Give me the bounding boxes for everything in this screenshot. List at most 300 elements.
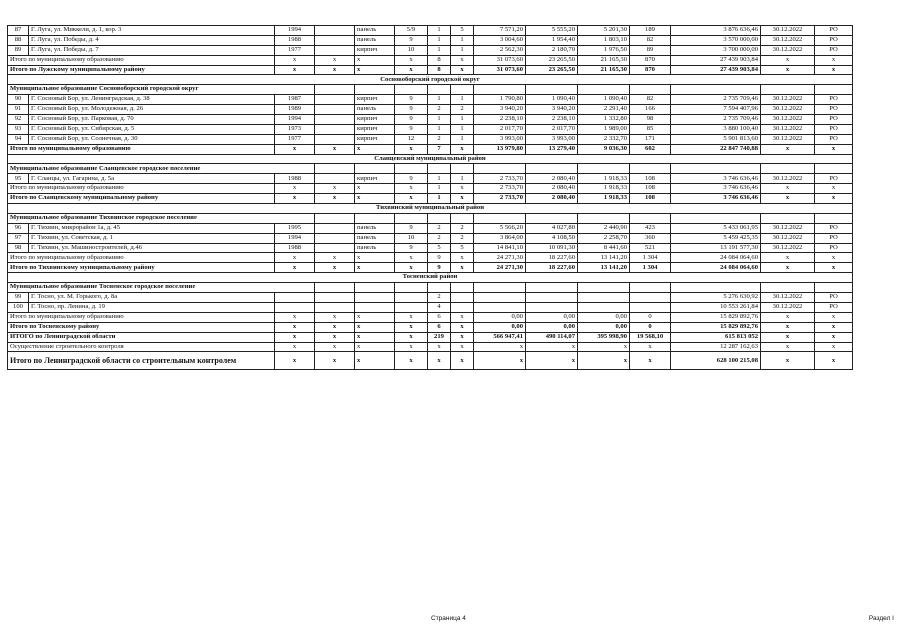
municipality-row [8, 213, 853, 223]
table-cell: х [275, 352, 315, 370]
table-cell: 2 017,70 [474, 124, 526, 134]
table-cell: х [315, 144, 355, 154]
table-cell: х [355, 253, 395, 263]
table-cell: 2 238,10 [526, 115, 578, 125]
table-cell: 30.12.2022 [761, 293, 815, 303]
table-cell [474, 293, 526, 303]
table-cell: х [815, 332, 853, 342]
table-cell: х [815, 194, 853, 204]
subtotal-row [8, 253, 853, 263]
table-cell: 30.12.2022 [761, 223, 815, 233]
table-cell: 1 [428, 174, 451, 184]
empty-cell [355, 85, 395, 95]
table-cell: 2 080,40 [526, 184, 578, 194]
table-cell: х [355, 144, 395, 154]
table-cell: х [474, 352, 526, 370]
empty-cell [428, 283, 451, 293]
table-cell: х [761, 342, 815, 352]
table-cell: 2 [428, 293, 451, 303]
table-cell: 490 114,07 [526, 332, 578, 342]
table-cell: Г. Сосновый Бор, ул. Сибирская, д. 5 [29, 124, 275, 134]
table-cell: 89 [8, 45, 29, 55]
table-cell: 0 [630, 322, 671, 332]
table-cell: 3 004,60 [474, 35, 526, 45]
table-cell: РО [815, 174, 853, 184]
table-cell: 82 [630, 95, 671, 105]
table-cell: х [451, 312, 474, 322]
table-cell: 24 271,30 [474, 253, 526, 263]
table-cell: х [451, 144, 474, 154]
table-cell: РО [815, 134, 853, 144]
table-cell [315, 105, 355, 115]
table-cell [315, 293, 355, 303]
empty-cell [451, 213, 474, 223]
table-cell: 23 265,50 [526, 65, 578, 75]
empty-cell [315, 85, 355, 95]
page-number: Страница 4 [431, 615, 466, 622]
empty-cell [355, 164, 395, 174]
table-cell: 2 238,10 [474, 115, 526, 125]
table-cell [355, 293, 395, 303]
table-cell: панель [355, 35, 395, 45]
table-cell: Г. Луга, ул. Победы, д. 7 [29, 45, 275, 55]
table-cell: 521 [630, 243, 671, 253]
empty-cell [451, 85, 474, 95]
table-cell: х [815, 352, 853, 370]
table-cell: РО [815, 95, 853, 105]
table-cell: 1 [428, 26, 451, 36]
empty-cell [630, 283, 671, 293]
table-cell: 5 433 061,95 [671, 223, 761, 233]
table-row [8, 302, 853, 312]
table-cell [630, 302, 671, 312]
table-cell: 15 829 892,76 [671, 312, 761, 322]
table-cell [315, 45, 355, 55]
section-heading-row [8, 75, 853, 85]
table-cell: х [815, 322, 853, 332]
table-cell: 82 [630, 35, 671, 45]
table-cell: 870 [630, 55, 671, 65]
table-cell: 100 [8, 302, 29, 312]
table-cell [315, 243, 355, 253]
municipality-name: Муниципальное образование Тихвинское городское поселение [8, 213, 275, 223]
table-cell: 1 [451, 45, 474, 55]
table-cell: х [355, 65, 395, 75]
subtotal-label: Итого по Сланцевскому муниципальному району [8, 194, 275, 204]
table-cell: Г. Сосновый Бор, ул. Парковая, д. 70 [29, 115, 275, 125]
table-cell: 14 841,10 [474, 243, 526, 253]
table-cell: кирпич [355, 115, 395, 125]
table-cell: Г. Сланцы, ул. Гагарина, д. 5а [29, 174, 275, 184]
table-cell: 171 [630, 134, 671, 144]
table-cell: 1994 [275, 233, 315, 243]
table-cell: 108 [630, 174, 671, 184]
table-cell: 1 090,40 [578, 95, 630, 105]
table-cell: х [355, 263, 395, 273]
table-cell: кирпич [355, 45, 395, 55]
section-label: Раздел I [868, 615, 894, 622]
table-cell: 5 566,20 [474, 223, 526, 233]
table-cell: 90 [8, 95, 29, 105]
table-cell: 30.12.2022 [761, 35, 815, 45]
subtotal-label: Итого по Лужскому муниципальному району [8, 65, 275, 75]
empty-cell [395, 164, 428, 174]
table-cell: х [761, 352, 815, 370]
table-row [8, 35, 853, 45]
table-cell: 1 090,40 [526, 95, 578, 105]
subtotal-label: Итого по муниципальному образованию [8, 184, 275, 194]
empty-cell [355, 283, 395, 293]
table-cell: 2 [451, 233, 474, 243]
table-cell: 1 [428, 45, 451, 55]
table-cell: х [815, 253, 853, 263]
table-cell: РО [815, 243, 853, 253]
empty-cell [526, 283, 578, 293]
empty-cell [275, 85, 315, 95]
subtotal-label: Итого по муниципальному образованию [8, 253, 275, 263]
table-cell: 1 332,80 [578, 115, 630, 125]
table-cell [630, 293, 671, 303]
table-body [8, 26, 853, 370]
table-cell: 423 [630, 223, 671, 233]
table-cell: 3 876 636,46 [671, 26, 761, 36]
table-cell: х [451, 342, 474, 352]
table-cell: 27 439 903,84 [671, 55, 761, 65]
table-cell: х [355, 342, 395, 352]
empty-cell [474, 164, 526, 174]
subtotal-row [8, 65, 853, 75]
table-cell: 2 735 709,46 [671, 115, 761, 125]
table-cell: 5 [451, 26, 474, 36]
table-cell: 9 [395, 95, 428, 105]
table-cell: 1 976,50 [578, 45, 630, 55]
table-cell: х [395, 55, 428, 65]
table-cell: кирпич [355, 174, 395, 184]
table-cell: х [315, 253, 355, 263]
table-cell: 628 100 215,08 [671, 352, 761, 370]
table-cell: РО [815, 115, 853, 125]
table-cell [315, 35, 355, 45]
table-cell: 30.12.2022 [761, 233, 815, 243]
table-cell: 2 [451, 105, 474, 115]
table-cell: 30.12.2022 [761, 105, 815, 115]
table-cell: 30.12.2022 [761, 243, 815, 253]
table-cell [578, 302, 630, 312]
empty-cell [395, 85, 428, 95]
table-cell: РО [815, 124, 853, 134]
table-cell: 1 [451, 174, 474, 184]
empty-cell [578, 85, 630, 95]
subtotal-row [8, 312, 853, 322]
table-cell [315, 302, 355, 312]
table-cell: 0 [630, 312, 671, 322]
table-cell: х [451, 253, 474, 263]
table-cell: 4 [428, 302, 451, 312]
subtotal-row [8, 55, 853, 65]
empty-cell [428, 213, 451, 223]
municipality-row [8, 85, 853, 95]
table-cell: 2 [428, 233, 451, 243]
subtotal-label: Итого по муниципальному образованию [8, 55, 275, 65]
table-cell: Г. Тосно, пр. Ленина, д. 19 [29, 302, 275, 312]
table-cell: 92 [8, 115, 29, 125]
table-cell: 1 304 [630, 263, 671, 273]
table-row [8, 134, 853, 144]
table-cell [315, 223, 355, 233]
table-cell: х [395, 332, 428, 342]
table-cell [315, 134, 355, 144]
table-cell: 5 901 813,60 [671, 134, 761, 144]
table-cell: 5 [451, 243, 474, 253]
table-cell: РО [815, 105, 853, 115]
table-cell: 2 562,30 [474, 45, 526, 55]
section-heading: Тихвинский муниципальный район [8, 204, 853, 214]
table-cell: х [428, 352, 451, 370]
empty-cell [671, 85, 761, 95]
table-cell: 85 [630, 124, 671, 134]
table-cell: 2 733,70 [474, 174, 526, 184]
table-cell: 1995 [275, 223, 315, 233]
table-cell: х [315, 65, 355, 75]
empty-cell [761, 283, 815, 293]
empty-cell [275, 213, 315, 223]
table-cell: 2 [428, 105, 451, 115]
table-cell: х [395, 263, 428, 273]
table-cell: кирпич [355, 95, 395, 105]
table-cell: х [275, 263, 315, 273]
section-heading-row [8, 154, 853, 164]
table-cell: 2 258,70 [578, 233, 630, 243]
table-cell: х [451, 65, 474, 75]
table-cell: 7 [428, 144, 451, 154]
empty-cell [761, 85, 815, 95]
table-cell: 2 080,40 [526, 174, 578, 184]
table-cell: 9 [395, 243, 428, 253]
table-cell: 3 746 636,46 [671, 174, 761, 184]
table-cell: х [275, 65, 315, 75]
empty-cell [275, 283, 315, 293]
empty-cell [671, 283, 761, 293]
table-cell: кирпич [355, 134, 395, 144]
table-cell: х [315, 332, 355, 342]
table-cell: 30.12.2022 [761, 302, 815, 312]
table-cell: 21 165,30 [578, 55, 630, 65]
table-cell: 0,00 [474, 322, 526, 332]
table-cell: 1 [451, 115, 474, 125]
table-cell: 5/9 [395, 26, 428, 36]
table-cell: 0,00 [474, 312, 526, 322]
table-cell: х [275, 332, 315, 342]
table-cell: 94 [8, 134, 29, 144]
table-cell: 30.12.2022 [761, 124, 815, 134]
municipality-name: Муниципальное образование Сосновоборский городской округ [8, 85, 275, 95]
table-cell: х [578, 352, 630, 370]
table-cell: 1 954,40 [526, 35, 578, 45]
table-cell: 2 291,40 [578, 105, 630, 115]
table-cell: х [315, 263, 355, 273]
table-cell: х [395, 194, 428, 204]
table-cell: 31 073,60 [474, 55, 526, 65]
table-cell: х [395, 352, 428, 370]
empty-cell [474, 283, 526, 293]
table-cell: 1 918,33 [578, 174, 630, 184]
table-cell: 166 [630, 105, 671, 115]
table-cell: 27 439 903,84 [671, 65, 761, 75]
table-cell [526, 302, 578, 312]
table-cell: 88 [8, 35, 29, 45]
table-cell: 2 733,70 [474, 184, 526, 194]
empty-cell [428, 85, 451, 95]
table-cell: х [630, 352, 671, 370]
table-cell: Г. Тихвин, микрорайон 1а, д. 45 [29, 223, 275, 233]
table-cell: 18 227,60 [526, 263, 578, 273]
table-cell: х [275, 144, 315, 154]
table-cell: 3 700 000,00 [671, 45, 761, 55]
table-cell: х [578, 342, 630, 352]
table-cell: 1988 [275, 243, 315, 253]
table-cell: х [355, 322, 395, 332]
table-cell: х [395, 342, 428, 352]
empty-cell [630, 164, 671, 174]
table-cell: 95 [8, 174, 29, 184]
table-cell: 1977 [275, 45, 315, 55]
table-cell: 89 [630, 45, 671, 55]
table-cell: х [355, 184, 395, 194]
table-cell: 4 108,50 [526, 233, 578, 243]
subtotal-label: ИТОГО по Ленинградской области [8, 332, 275, 342]
table-cell: 98 [630, 115, 671, 125]
table-cell: х [451, 322, 474, 332]
table-cell: х [526, 352, 578, 370]
table-cell: х [315, 55, 355, 65]
table-cell: 31 073,60 [474, 65, 526, 75]
table-cell: 24 084 064,60 [671, 253, 761, 263]
table-cell: 1 [428, 184, 451, 194]
table-cell: х [275, 184, 315, 194]
table-cell: х [815, 263, 853, 273]
table-cell: 5 276 630,92 [671, 293, 761, 303]
table-cell: кирпич [355, 124, 395, 134]
table-cell: 1 918,33 [578, 194, 630, 204]
table-cell: РО [815, 302, 853, 312]
table-cell: х [315, 352, 355, 370]
table-cell: 3 993,00 [526, 134, 578, 144]
table-cell: х [761, 65, 815, 75]
table-cell: 13 191 577,30 [671, 243, 761, 253]
table-cell [451, 293, 474, 303]
table-cell: 2 332,70 [578, 134, 630, 144]
section-heading: Тосненский район [8, 273, 853, 283]
table-cell: 2 180,70 [526, 45, 578, 55]
table-cell: х [395, 65, 428, 75]
table-cell: 108 [630, 184, 671, 194]
subtotal-row [8, 184, 853, 194]
table-cell: 1973 [275, 124, 315, 134]
table-cell: 1 [451, 124, 474, 134]
empty-cell [815, 164, 853, 174]
table-cell: 9 [428, 253, 451, 263]
table-cell: 8 441,60 [578, 243, 630, 253]
table-cell: 98 [8, 243, 29, 253]
empty-cell [578, 164, 630, 174]
table-cell: 9 [395, 35, 428, 45]
table-cell: 0,00 [526, 312, 578, 322]
empty-cell [671, 164, 761, 174]
empty-cell [474, 213, 526, 223]
table-cell: 1 918,33 [578, 184, 630, 194]
table-row [8, 95, 853, 105]
table-cell: х [451, 194, 474, 204]
table-cell: х [761, 312, 815, 322]
table-cell: 23 265,50 [526, 55, 578, 65]
table-cell: х [761, 184, 815, 194]
table-cell: 91 [8, 105, 29, 115]
table-cell: панель [355, 233, 395, 243]
table-cell: х [355, 55, 395, 65]
table-cell: РО [815, 45, 853, 55]
table-cell: х [315, 342, 355, 352]
empty-cell [815, 283, 853, 293]
table-cell [395, 302, 428, 312]
empty-cell [395, 283, 428, 293]
empty-cell [761, 213, 815, 223]
table-cell: Г. Тихвин, ул. Советская, д. 1 [29, 233, 275, 243]
table-cell: х [815, 342, 853, 352]
table-cell [275, 293, 315, 303]
table-cell: х [315, 194, 355, 204]
table-cell: 1987 [275, 95, 315, 105]
table-cell: х [395, 184, 428, 194]
table-cell: 24 271,30 [474, 263, 526, 273]
table-cell: 10 [395, 45, 428, 55]
table-cell: Г. Сосновый Бор, ул. Ленинградская, д. 38 [29, 95, 275, 105]
table-cell: 1 790,80 [474, 95, 526, 105]
table-cell: х [761, 194, 815, 204]
empty-cell [671, 213, 761, 223]
table-row [8, 223, 853, 233]
table-cell: 24 084 064,60 [671, 263, 761, 273]
table-cell: х [275, 55, 315, 65]
empty-cell [526, 213, 578, 223]
table-cell: 1988 [275, 35, 315, 45]
table-cell: РО [815, 233, 853, 243]
table-cell: 96 [8, 223, 29, 233]
empty-cell [428, 164, 451, 174]
empty-cell [451, 283, 474, 293]
table-cell: Г. Луга, ул. Миккели, д. 1, кор. 3 [29, 26, 275, 36]
table-cell: 9 [428, 263, 451, 273]
table-cell: 30.12.2022 [761, 26, 815, 36]
table-row [8, 293, 853, 303]
table-row [8, 243, 853, 253]
table-cell: панель [355, 223, 395, 233]
table-cell: Г. Сосновый Бор, ул. Солнечная, д. 30 [29, 134, 275, 144]
empty-cell [275, 164, 315, 174]
table-cell: 1 [428, 95, 451, 105]
table-cell: 566 947,41 [474, 332, 526, 342]
table-cell: 8 [428, 55, 451, 65]
table-cell: 1989 [275, 105, 315, 115]
table-cell: 1 [428, 194, 451, 204]
table-cell: 9 [395, 105, 428, 115]
table-cell: 12 287 162,63 [671, 342, 761, 352]
table-cell: 3 746 636,46 [671, 194, 761, 204]
register-table [7, 25, 853, 370]
table-cell: 7 594 407,96 [671, 105, 761, 115]
subtotal-row [8, 194, 853, 204]
table-cell [578, 293, 630, 303]
subtotal-row [8, 263, 853, 273]
